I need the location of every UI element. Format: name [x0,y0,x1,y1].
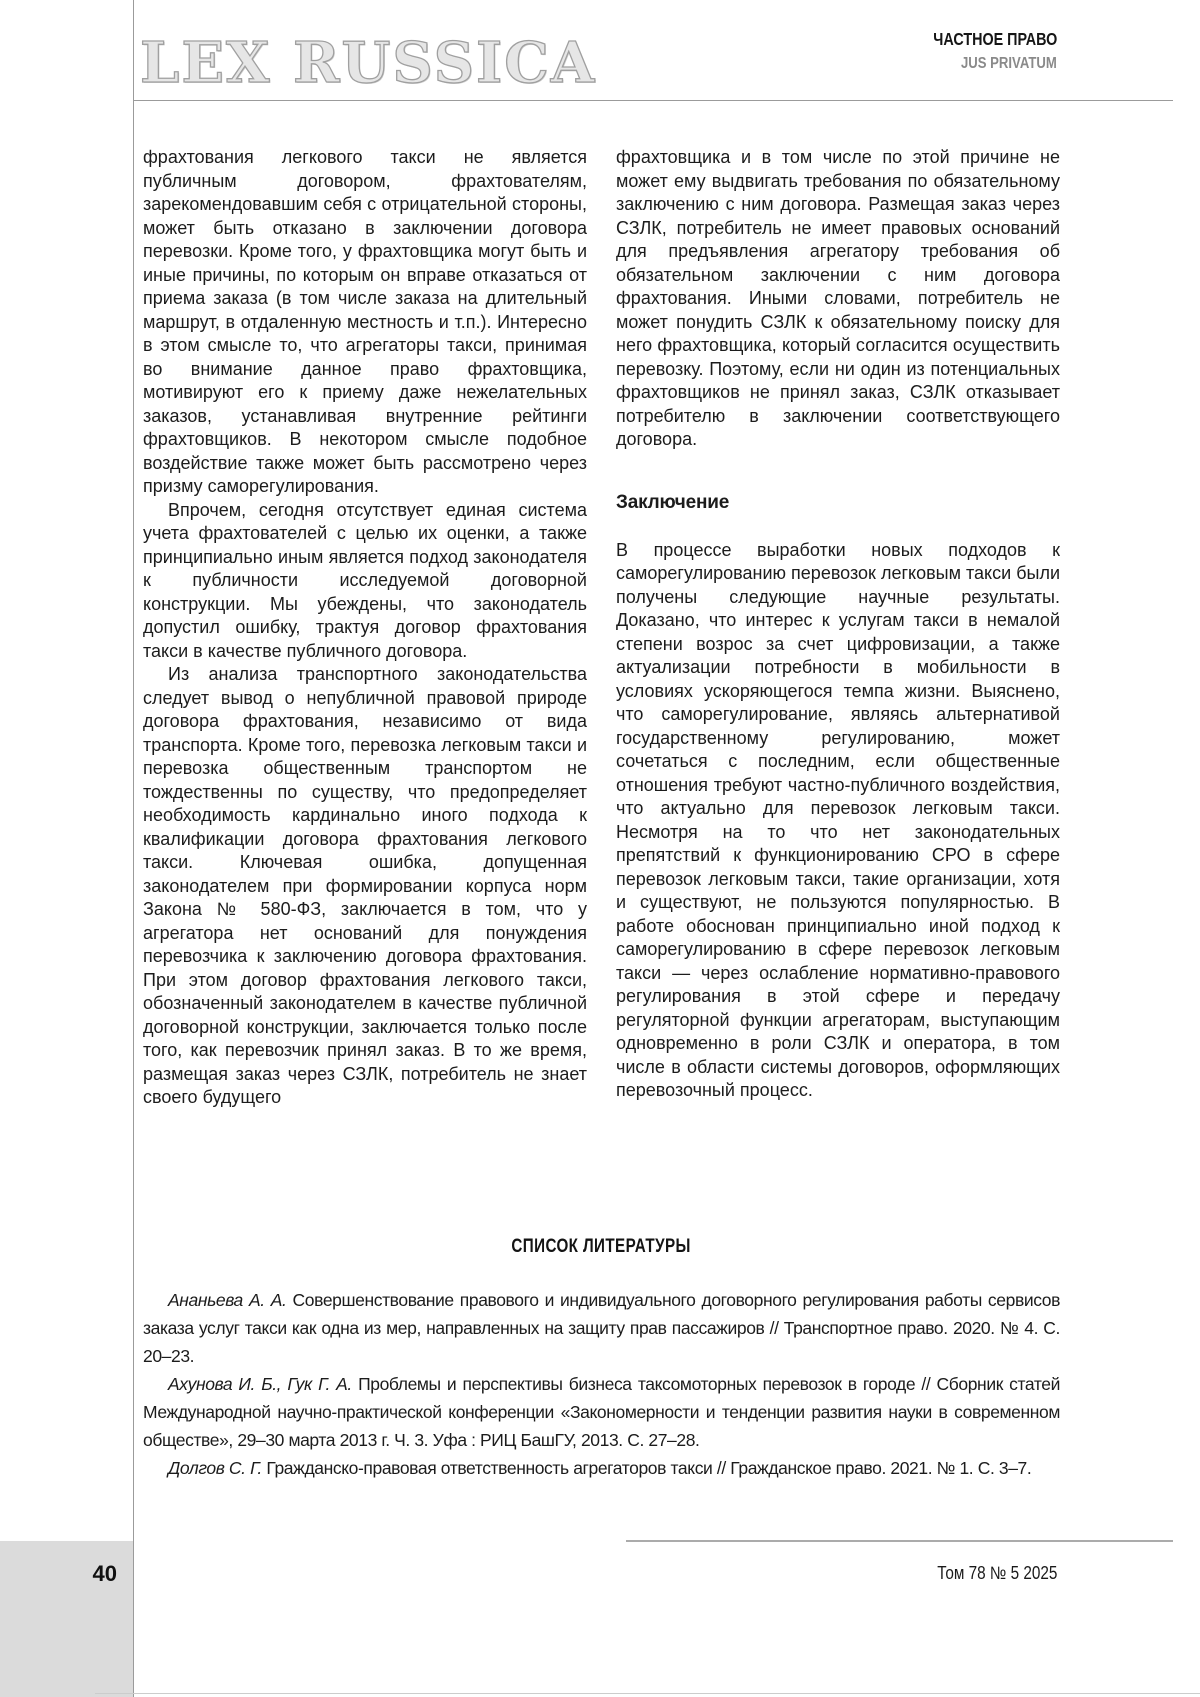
reference-authors: Ахунова И. Б., Гук Г. А. [168,1374,352,1394]
section-rubric [906,28,1057,75]
conclusion-paragraph: В процессе выработки новых подходов к саморегулированию перевозок легковым такси были получены следующие научные результаты. Доказано, что интерес к услугам такси в немалой степени возрос за счет цифровизации, а также актуализации потребности в мобильности в условиях ускоряющегося темпа жизни. Выяснено, что саморегулирование, являясь альтернативой государственному регулированию, может сочетаться с последним, если общественные отношения требуют частно-публичного воздействия, что актуально для перевозок легковым такси. Несмотря на то что нет законодательных препятствий к функционированию СРО в сфере перевозок легковым такси, такие организации, хотя и существуют, не пользуются популярностью. В работе обоснован принципиально иной подход к саморегулированию в сфере перевозок легковым такси — через ослабление нормативно-правового регулирования в этой сфере и передачу регуляторной функции агрегаторам, выступающим одновременно в роли СЗЛК и оператора, в том числе в области системы договоров, оформляющих перевозочный процесс. [616,539,1060,1100]
reference-item [143,1454,1060,1482]
reference-item [143,1286,1060,1370]
reference-text: Гражданско-правовая ответственность агрегаторов такси // Гражданское право. 2021. № 1. С. 3–7. [266,1458,1032,1478]
paragraph: Впрочем, сегодня отсутствует единая система учета фрахтователей с целью их оценки, а также принципиально иным является подход законодателя к публичности исследуемой договорной конструкции. Мы убеждены, что законодатель допустил ошибку, трактуя договор фрахтования такси в качестве публичного договора. [143,499,587,661]
reference-item [143,1370,1060,1454]
reference-authors: Ананьева А. А. [168,1290,287,1310]
volume-issue: Том 78 № 5 2025 [936,1563,1057,1583]
article-body [143,146,1060,1234]
references-heading-wrap [143,1236,1060,1258]
paragraph-continuation: фрахтовщика и в том числе по этой причине не может ему выдвигать требования по обязательному заключению с ним договора. Размещая заказ через СЗЛК, потребитель не имеет правовых оснований для предъявления агрегатору требования об обязательном заключении с ним договора фрахтования. Иными словами, потребитель не может понудить СЗЛК к обязательному поиску для него фрахтовщика, который согласится осуществить перевозку. Поэтому, если ни один из потенциальных фрахтовщиков не принял заказ, СЗЛК отказывает потребителю в заключении соответствующего договора. [616,147,1060,449]
page-number: 40 [92,1561,117,1586]
left-margin-rule [133,0,134,1697]
header-rule [133,100,1173,101]
right-column [616,146,1060,1234]
references-heading: СПИСОК ЛИТЕРАТУРЫ [511,1236,692,1257]
left-column [143,146,587,1234]
reference-text: Проблемы и перспективы бизнеса таксомоторных перевозок в городе // Сборник статей Международной научно-практической конференции «Закономерности и тенденции развития науки в современном обществе», 29–30 марта 2013 г. Ч. 3. Уфа : РИЦ БашГУ, 2013. С. 27–28. [143,1374,1060,1450]
rubric-latin: JUS PRIVATUM [961,55,1057,72]
rubric-russian: ЧАСТНОЕ ПРАВО [932,29,1057,49]
paragraph-continuation: фрахтования легкового такси не является публичным договором, фрахтователям, зарекомендовавшим себя с отрицательной стороны, может быть отказано в заключении договора перевозки. Кроме того, у фрахтовщика могут быть и иные причины, по которым он вправе отказаться от приема заказа (в том числе заказа на длительный маршрут, в отдаленную местность и т.п.). Интересно в этом смысле то, что агрегаторы такси, принимая во внимание данное право фрахтовщика, мотивируют его к приему даже нежелательных заказов, устанавливая внутренние рейтинги фрахтовщиков. В некотором смысле подобное воздействие также может быть рассмотрено через призму саморегулирования. [143,147,587,496]
paragraph: Из анализа транспортного законодательства следует вывод о непубличной правовой природе договора фрахтования, независимо от вида транспорта. Кроме того, перевозка легковым такси и перевозка общественным транспортом не тождественны по существу, что предопределяет необходимость кардинально иного подхода к квалификации договора фрахтования легкового такси. Ключевая ошибка, допущенная законодателем при формировании корпуса норм Закона № 580-ФЗ, заключается в том, что у агрегатора нет оснований для понуждения перевозчика к заключению договора фрахтования. При этом договор фрахтования легкового такси, обозначенный законодателем в качестве публичной договорной конструкции, заключается только после того, как перевозчик принял заказ. В то же время, размещая заказ через СЗЛК, потребитель не знает своего будущего [143,664,587,1107]
journal-logo: LEX RUSSICA [140,30,597,96]
page-bottom-edge [95,1693,1200,1694]
page-number-block [0,1541,133,1697]
reference-authors: Долгов С. Г. [168,1458,262,1478]
references-section [143,1236,1060,1482]
footer-rule [626,1540,1173,1542]
conclusion-heading: Заключение [616,491,730,513]
reference-text: Совершенствование правового и индивидуального договорного регулирования работы сервисов заказа услуг такси как одна из мер, направленных на защиту прав пассажиров // Транспортное право. 2020. № 4. С. 20–23. [143,1290,1060,1366]
